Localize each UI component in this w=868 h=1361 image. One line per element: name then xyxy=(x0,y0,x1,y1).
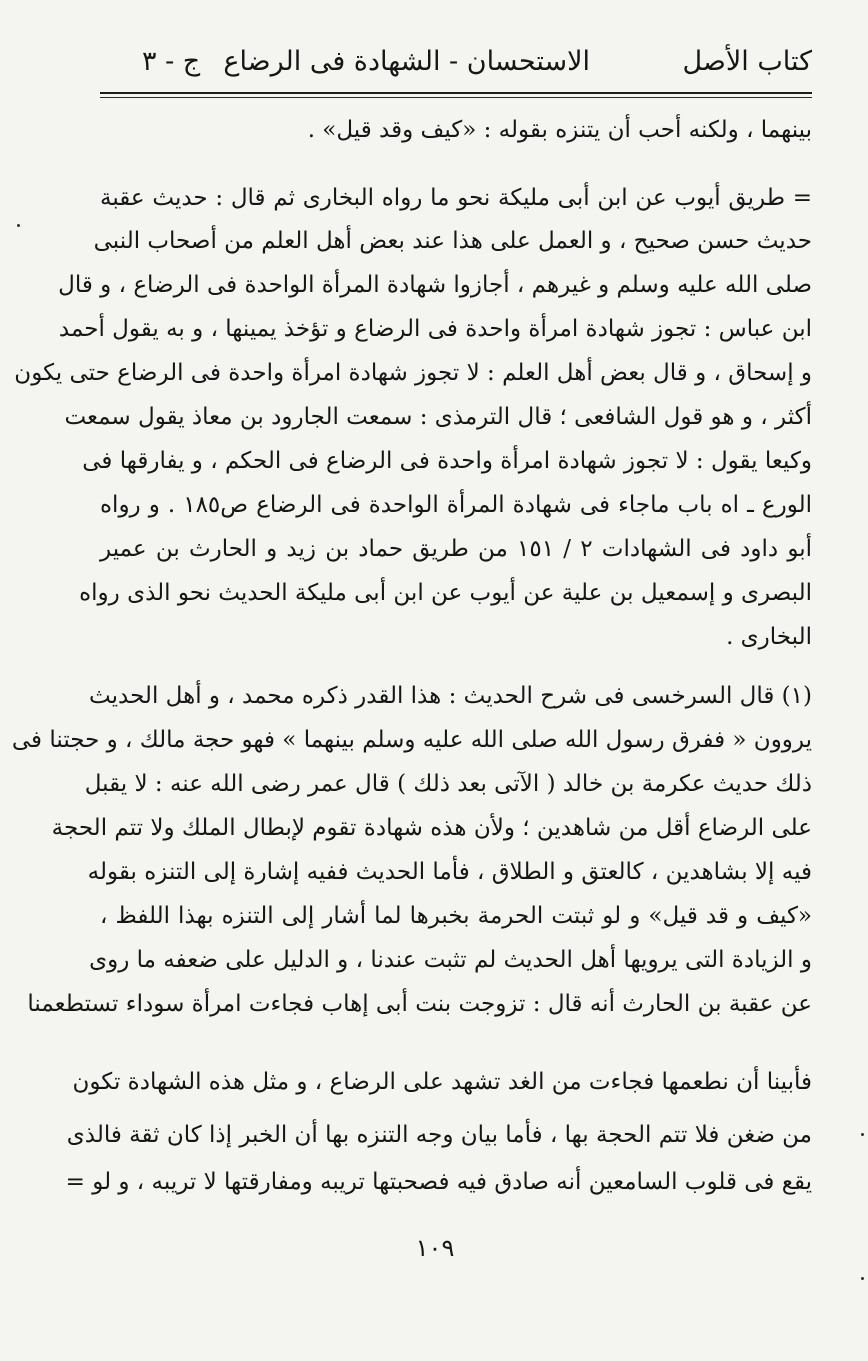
footnote-line: أبو داود فى الشهادات ٢ / ١٥١ من طريق حماد بن زيد و الحارث بن عمير xyxy=(100,536,812,562)
footnote-line: (١) قال السرخسى فى شرح الحديث : هذا القدر ذكره محمد ، و أهل الحديث xyxy=(89,683,812,709)
page-number: ١٠٩ xyxy=(415,1234,455,1262)
footnote-line: فيه إلا بشاهدين ، كالعتق و الطلاق ، فأما الحديث ففيه إشارة إلى التنزه بقوله xyxy=(87,859,812,885)
footnote-line: وكيعا يقول : لا تجوز شهادة امرأة واحدة فى الرضاع فى الحكم ، و يفارقها فى xyxy=(82,448,812,474)
footnote-line: البخارى . xyxy=(726,624,812,650)
scan-speck xyxy=(861,1277,864,1280)
footnote-line: عن عقبة بن الحارث أنه قال : تزوجت بنت أبى إهاب فجاءت امرأة سوداء تستطعمنا xyxy=(27,991,812,1017)
scan-speck xyxy=(861,1133,864,1136)
main-text-line: بينهما ، ولكنه أحب أن يتنزه بقوله : «كيف وقد قيل» . xyxy=(307,117,812,143)
chapter-title: الاستحسان - الشهادة فى الرضاع xyxy=(223,46,590,77)
book-title: كتاب الأصل xyxy=(682,46,812,77)
footnote-line: و الزيادة التى يرويها أهل الحديث لم تثبت عندنا ، و الدليل على ضعفه ما روى xyxy=(89,947,812,973)
footnote-line: حديث حسن صحيح ، و العمل على هذا عند بعض أهل العلم من أصحاب النبى xyxy=(93,228,812,254)
footnote-line: الورع ـ اه باب ماجاء فى شهادة المرأة الواحدة فى الرضاع ص١٨٥ . و رواه xyxy=(100,492,812,518)
footnote-line: البصرى و إسمعيل بن علية عن أيوب عن ابن أبى مليكة الحديث نحو الذى رواه xyxy=(79,580,812,606)
footnote-line: من ضغن فلا تتم الحجة بها ، فأما بيان وجه التنزه بها أن الخبر إذا كان ثقة فالذى xyxy=(66,1122,812,1148)
volume-number: ج - ٣ xyxy=(142,46,201,77)
footnote-line: ذلك حديث عكرمة بن خالد ( الآتى بعد ذلك ) قال عمر رضى الله عنه : لا يقبل xyxy=(84,771,812,797)
scan-speck xyxy=(17,224,20,227)
running-header xyxy=(100,40,812,84)
footnote-line: أكثر ، و هو قول الشافعى ؛ قال الترمذى : سمعت الجارود بن معاذ يقول سمعت xyxy=(64,404,812,430)
header-rule xyxy=(100,92,812,94)
header-rule-thin xyxy=(100,97,812,98)
footnote-line: «كيف و قد قيل» و لو ثبتت الحرمة بخبرها لما أشار إلى التنزه بهذا اللفظ ، xyxy=(100,903,812,929)
footnote-line: على الرضاع أقل من شاهدين ؛ ولأن هذه شهادة تقوم لإبطال الملك ولا تتم الحجة xyxy=(51,815,812,841)
footnote-line: يروون « ففرق رسول الله صلى الله عليه وسلم بينهما » فهو حجة مالك ، و حجتنا فى xyxy=(11,727,812,753)
footnote-line: ابن عباس : تجوز شهادة امرأة واحدة فى الرضاع و تؤخذ يمينها ، و به يقول أحمد xyxy=(58,316,812,342)
footnote-line: صلى الله عليه وسلم و غيرهم ، أجازوا شهادة المرأة الواحدة فى الرضاع ، و قال xyxy=(58,272,812,298)
footnote-line: فأبينا أن نطعمها فجاءت من الغد تشهد على الرضاع ، و مثل هذه الشهادة تكون xyxy=(72,1069,812,1095)
footnote-line: = طريق أيوب عن ابن أبى مليكة نحو ما رواه البخارى ثم قال : حديث عقبة xyxy=(100,185,812,211)
footnote-line: و إسحاق ، و قال بعض أهل العلم : لا تجوز شهادة امرأة واحدة فى الرضاع حتى يكون xyxy=(14,360,812,386)
footnote-line: يقع فى قلوب السامعين أنه صادق فيه فصحبتها تريبه ومفارقتها لا تريبه ، و لو = xyxy=(65,1169,812,1195)
